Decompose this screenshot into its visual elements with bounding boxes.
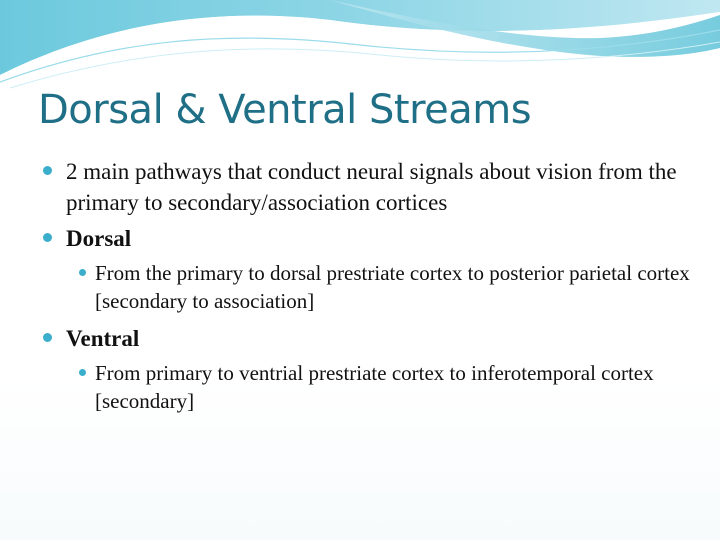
round-bullet-icon: [43, 233, 52, 242]
round-bullet-icon: [79, 369, 86, 376]
round-bullet-icon: [43, 166, 52, 175]
round-bullet-icon: [43, 333, 52, 342]
round-bullet-icon: [79, 269, 86, 276]
slide-title: Dorsal & Ventral Streams: [38, 87, 532, 133]
bullet-item: [40, 223, 690, 254]
bullet-list: [40, 156, 690, 423]
bullet-text: Dorsal: [66, 226, 132, 251]
bullet-item: [40, 156, 690, 218]
sub-bullet-item: [40, 259, 690, 315]
sub-bullet-text: From primary to ventrial prestriate cortex to inferotemporal cortex [secondary]: [95, 361, 654, 413]
sub-bullet-text: From the primary to dorsal prestriate cortex to posterior parietal cortex [secondary to association]: [95, 261, 690, 313]
header-wave-decoration: [0, 0, 720, 90]
bullet-text: 2 main pathways that conduct neural signals about vision from the primary to secondary/association cortices: [66, 159, 677, 215]
bullet-item: [40, 323, 690, 354]
sub-bullet-item: [40, 359, 690, 415]
bullet-text: Ventral: [66, 326, 140, 351]
